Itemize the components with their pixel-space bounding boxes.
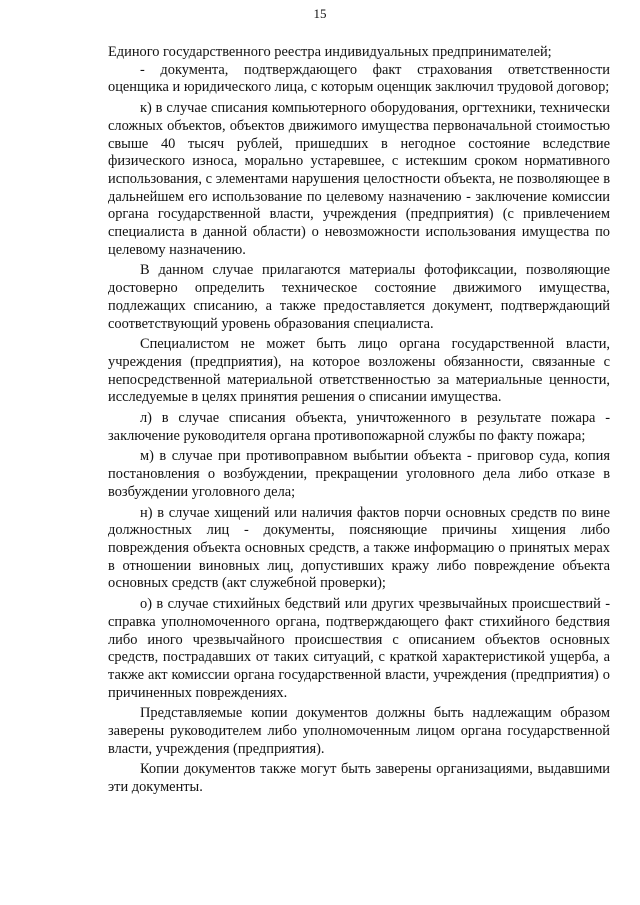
paragraph: - документа, подтверждающего факт страхования ответственности оценщика и юридического лица, с которым оценщик заключил трудовой договор; — [108, 61, 610, 96]
paragraph: В данном случае прилагаются материалы фотофиксации, позволяющие достоверно определить техническое состояние движимого имущества, подлежащих списанию, а также предоставляется документ, подтверждающий соответствующий уровень образования специалиста. — [108, 262, 610, 332]
paragraph: Единого государственного реестра индивидуальных предпринимателей; — [108, 44, 552, 60]
paragraph: н) в случае хищений или наличия фактов порчи основных средств по вине должностных лиц - документы, поясняющие причины хищения либо повреждения объекта основных средств, а также информацию о принятых мерах в отношении виновных лиц, допустивших кражу либо повреждение объекта основных средств (акт служебной проверки); — [108, 504, 610, 592]
paragraph: л) в случае списания объекта, уничтоженного в результате пожара - заключение руководителя органа противопожарной службы по факту пожара; — [108, 410, 610, 444]
paragraph: Специалистом не может быть лицо органа государственной власти, учреждения (предприятия), на которое возложены обязанности, связанные с непосредственной материальной ответственностью за материальные ценности, исследуемые в целях принятия решения о списании имущества. — [108, 336, 610, 406]
paragraph: к) в случае списания компьютерного оборудования, оргтехники, технически сложных объектов, объектов движимого имущества первоначальной стоимостью свыше 40 тысяч рублей, пришедших в негодное состояние вследствие физического износа, морально устаревшее, с истекшим сроком нормативного использования, с элементами нарушения целостности объекта, не позволяющее в дальнейшем его использование по целевому назначению - заключение комиссии органа государственной власти, учреждения (предприятия) (с привлечением специалиста в данной области) о невозможности использования имущества по целевому назначению. — [108, 100, 610, 258]
paragraph: м) в случае при противоправном выбытии объекта - приговор суда, копия постановления о возбуждении, прекращении уголовного дела либо отказе в возбуждении уголовного дела; — [108, 448, 610, 500]
document-body — [108, 44, 610, 797]
page-number: 15 — [313, 6, 327, 21]
paragraph: Копии документов также могут быть заверены организациями, выдавшими эти документы. — [108, 761, 610, 796]
paragraph: о) в случае стихийных бедствий или других чрезвычайных происшествий - справка уполномоченного органа, подтверждающего факт стихийного бедствия либо иного чрезвычайного происшествия с описанием объектов основных средств, пострадавших от таких ситуаций, с краткой характеристикой ущерба, а также акт комиссии органа государственной власти, учреждения (предприятия) о причиненных повреждениях. — [108, 596, 610, 701]
paragraph: Представляемые копии документов должны быть надлежащим образом заверены руководителем либо уполномоченным лицом органа государственной власти, учреждения (предприятия). — [108, 705, 610, 757]
